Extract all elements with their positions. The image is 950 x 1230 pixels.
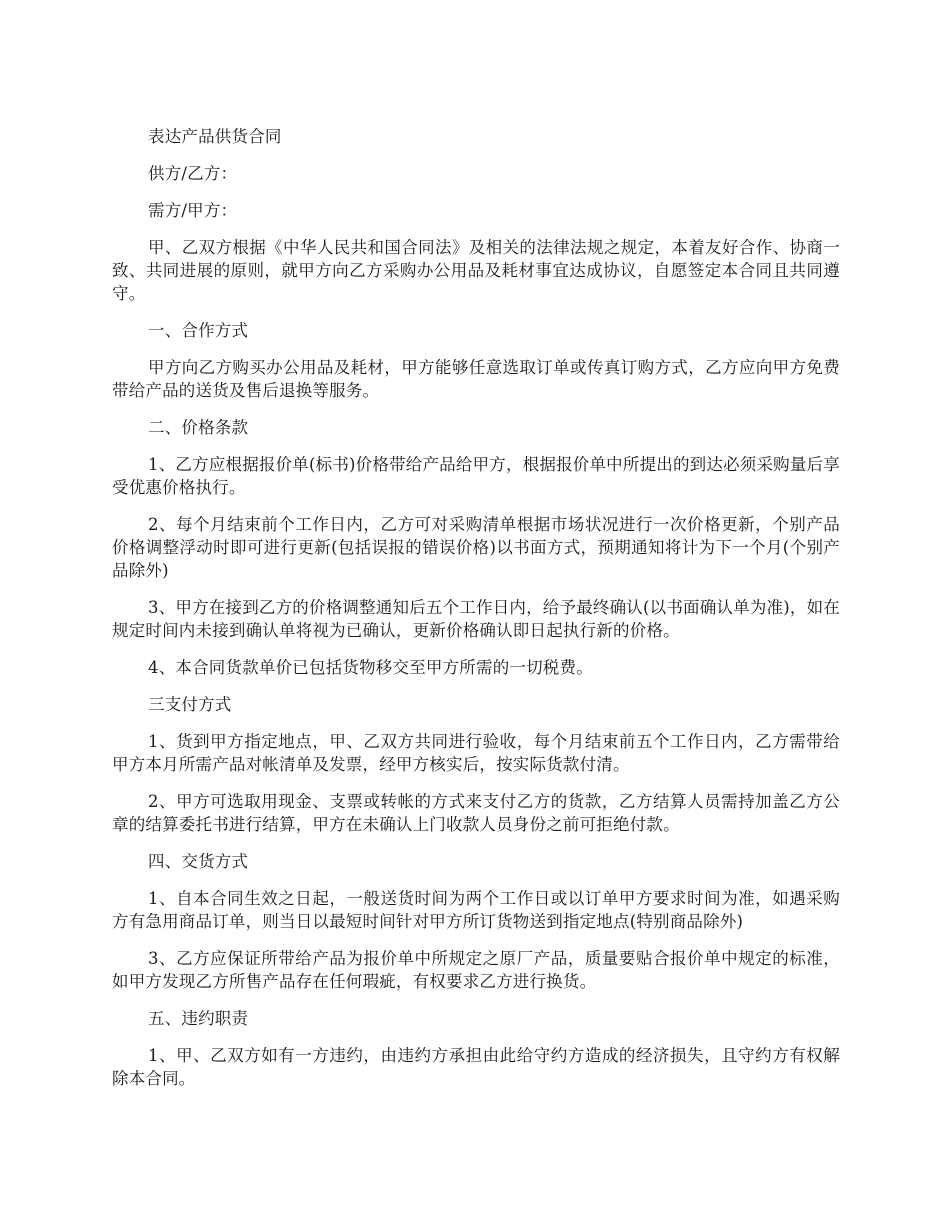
document-title: 表达产品供货合同 [148,127,282,146]
section-4-heading: 四、交货方式 [148,852,249,871]
buyer-line: 需方/甲方： [148,201,238,220]
section-2-clause-4: 4、本合同货款单价已包括货物移交至甲方所需的一切税费。 [148,658,593,677]
preamble-paragraph: 甲、乙双方根据《中华人民共和国合同法》及相关的法律法规之规定，本着友好合作、协商一致、共同进展的原则，就甲方向乙方采购办公用品及耗材事宜达成协议，自愿签定本合同且共同遵守。 [112,238,840,303]
section-3-heading: 三支付方式 [148,695,232,714]
section-2-clause-3: 3、甲方在接到乙方的价格调整通知后五个工作日内，给予最终确认(以书面确认单为准)，如在规定时间内未接到确认单将视为已确认，更新价格确认即日起执行新的价格。 [112,598,840,640]
section-2-heading: 二、价格条款 [148,418,249,437]
section-2-clause-2: 2、每个月结束前个工作日内，乙方可对采购清单根据市场状况进行一次价格更新，个别产品价格调整浮动时即可进行更新(包括误报的错误价格)以书面方式，预期通知将计为下一个月(个别产品除外) [112,515,840,580]
section-1-heading: 一、合作方式 [148,321,249,340]
section-4-clause-1: 1、自本合同生效之日起，一般送货时间为两个工作日或以订单甲方要求时间为准，如遇采购方有急用商品订单，则当日以最短时间针对甲方所订货物送到指定地点(特别商品除外) [112,889,840,931]
section-3-clause-1: 1、货到甲方指定地点，甲、乙双方共同进行验收，每个月结束前五个工作日内，乙方需带给甲方本月所需产品对帐清单及发票，经甲方核实后，按实际货款付清。 [112,732,840,774]
section-4-clause-3: 3、乙方应保证所带给产品为报价单中所规定之原厂产品，质量要贴合报价单中规定的标准，如甲方发现乙方所售产品存在任何瑕疵，有权要求乙方进行换货。 [112,949,840,991]
section-5-heading: 五、违约职责 [148,1009,249,1028]
section-1-paragraph: 甲方向乙方购买办公用品及耗材，甲方能够任意选取订单或传真订购方式，乙方应向甲方免费带给产品的送货及售后退换等服务。 [112,358,840,400]
section-3-clause-2: 2、甲方可选取用现金、支票或转帐的方式来支付乙方的货款，乙方结算人员需持加盖乙方公章的结算委托书进行结算，甲方在未确认上门收款人员身份之前可拒绝付款。 [112,792,840,834]
section-2-clause-1: 1、乙方应根据报价单(标书)价格带给产品给甲方，根据报价单中所提出的到达必须采购量后享受优惠价格执行。 [112,455,840,497]
section-5-clause-1: 1、甲、乙双方如有一方违约，由违约方承担由此给守约方造成的经济损失，且守约方有权解除本合同。 [112,1046,840,1088]
contract-document [112,125,840,1104]
supplier-line: 供方/乙方： [148,164,238,183]
